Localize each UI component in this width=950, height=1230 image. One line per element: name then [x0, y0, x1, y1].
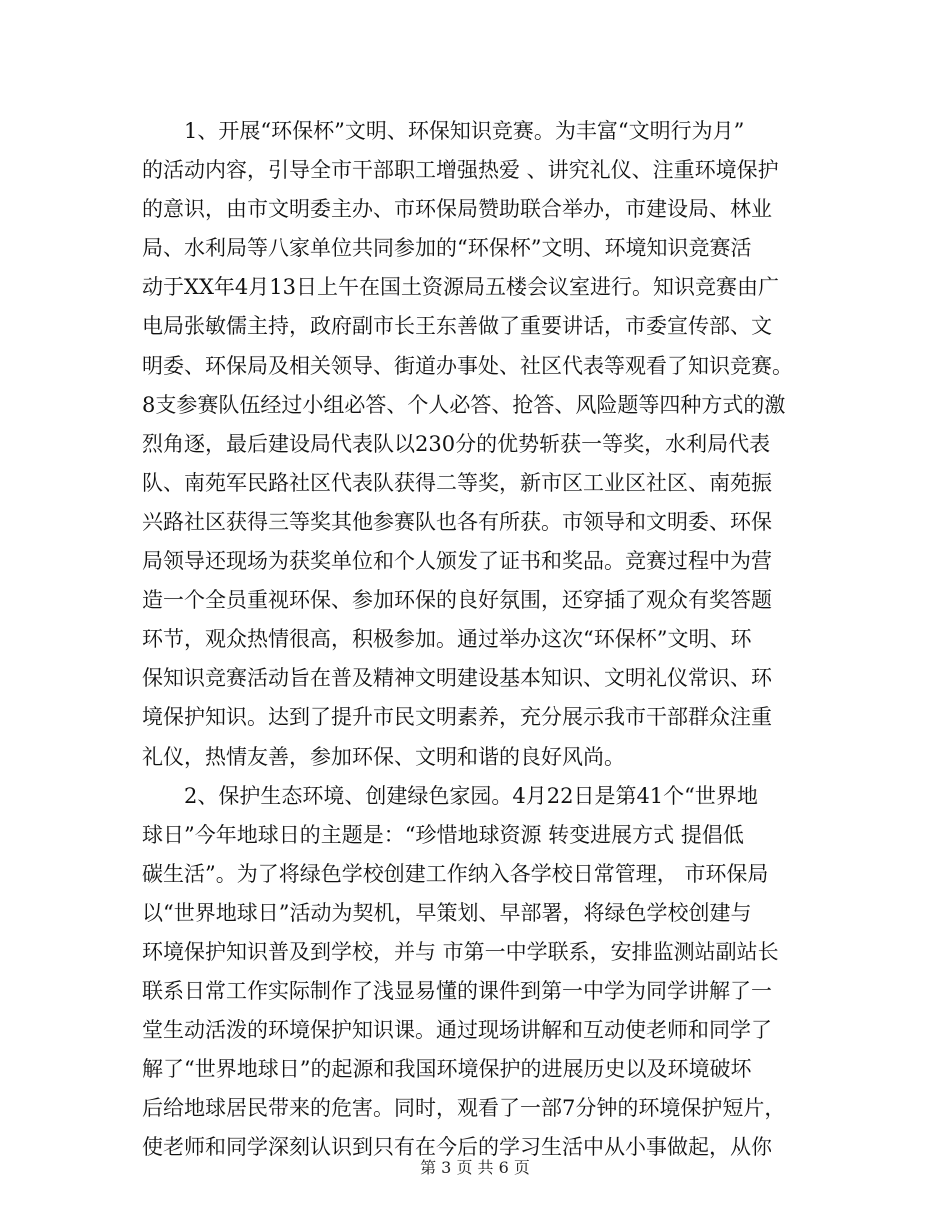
text-line: 明委、环保局及相关领导、街道办事处、社区代表等观看了知识竞赛。 [142, 353, 793, 378]
page-number-footer: 第 3 页 共 6 页 [420, 1158, 530, 1177]
text-line: 造一个全员重视环保、参加环保的良好氛围，还穿插了观众有奖答题 [142, 588, 772, 613]
text-line: 局领导还现场为获奖单位和个人颁发了证书和奖品。竞赛过程中为营 [142, 549, 772, 574]
text-line: 解了“世界地球日”的起源和我国环境保护的进展历史以及环境破坏 [142, 1057, 752, 1082]
text-line: 球日”今年地球日的主题是：“珍惜地球资源 转变进展方式 提倡低 [142, 822, 744, 847]
text-line: 兴路社区获得三等奖其他参赛队也各有所获。市领导和文明委、环保 [142, 509, 772, 534]
text-line: 动于XX年4月13日上午在国土资源局五楼会议室进行。知识竞赛由广 [142, 275, 779, 300]
text-line: 以“世界地球日”活动为契机，早策划、早部署，将绿色学校创建与 [142, 900, 752, 925]
text-line: 堂生动活泼的环境保护知识课。通过现场讲解和互动使老师和同学了 [142, 1018, 772, 1043]
text-line: 礼仪，热情友善，参加环保、文明和谐的良好风尚。 [142, 744, 625, 769]
text-line: 碳生活”。为了将绿色学校创建工作纳入各学校日常管理， 市环保局 [142, 861, 769, 886]
text-line: 队、南苑军民路社区代表队获得二等奖，新市区工业区社区、南苑振 [142, 470, 772, 495]
text-line: 2、保护生态环境、创建绿色家园。4月22日是第41个“世界地 [142, 783, 758, 808]
text-line: 环境保护知识普及到学校，并与 市第一中学联系，安排监测站副站长 [142, 939, 779, 964]
text-line: 烈角逐，最后建设局代表队以230分的优势斩获一等奖，水利局代表 [142, 431, 771, 456]
text-line: 环节，观众热情很高，积极参加。通过举办这次“环保杯”文明、环 [142, 627, 752, 652]
text-line: 局、水利局等八家单位共同参加的“环保杯”文明、环境知识竞赛活 [142, 236, 752, 261]
text-line: 的活动内容，引导全市干部职工增强热爱 、讲究礼仪、注重环境保护 [142, 158, 779, 183]
document-body [142, 112, 808, 1168]
text-line: 1、开展“环保杯”文明、环保知识竞赛。为丰富“文明行为月” [142, 119, 745, 143]
text-line: 后给地球居民带来的危害。同时，观看了一部7分钟的环境保护短片， [142, 1096, 786, 1121]
text-line: 保知识竞赛活动旨在普及精神文明建设基本知识、文明礼仪常识、环 [142, 666, 772, 691]
text-line: 电局张敏儒主持，政府副市长王东善做了重要讲话，市委宣传部、文 [142, 314, 772, 339]
text-line: 的意识，由市文明委主办、市环保局赞助联合举办，市建设局、林业 [142, 197, 772, 222]
text-line: 8支参赛队伍经过小组必答、个人必答、抢答、风险题等四种方式的激 [142, 392, 786, 417]
text-line: 境保护知识。达到了提升市民文明素养，充分展示我市干部群众注重 [142, 705, 772, 730]
text-line: 联系日常工作实际制作了浅显易懂的课件到第一中学为同学讲解了一 [142, 979, 772, 1004]
text-line: 使老师和同学深刻认识到只有在今后的学习生活中从小事做起，从你 [142, 1135, 772, 1160]
